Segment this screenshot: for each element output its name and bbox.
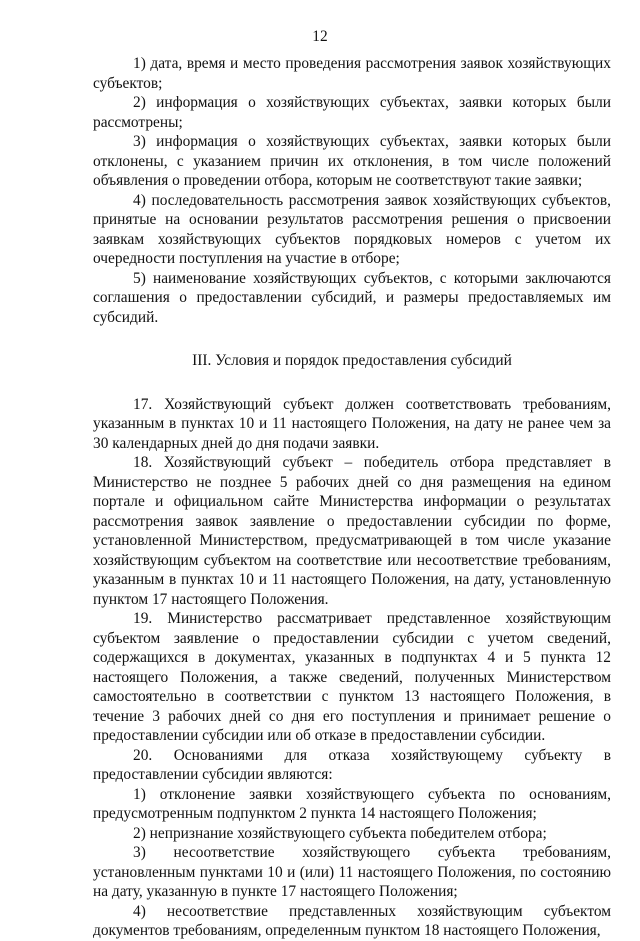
list-item-subsidy-recipients: 5) наименование хозяйствующих субъектов, с которыми заключаются соглашения о предоставлении субсидий, и размеры предоставляемых им субсидий. bbox=[93, 269, 611, 326]
list-item-rejected-subjects: 3) информация о хозяйствующих субъектах, заявки которых были отклонены, с указанием причин их отклонения, в том числе положений объявления о проведении отбора, которым не соответствуют такие заявки; bbox=[93, 133, 611, 189]
list-item-review-order: 4) последовательность рассмотрения заявок хозяйствующих субъектов, принятые на основании результатов рассмотрения решения о присвоении заявкам хозяйствующих субъектов порядковых номеров с учетом их очередности поступления на участие в отборе; bbox=[93, 191, 611, 267]
clause-20-item-1: 1) отклонение заявки хозяйствующего субъекта по основаниям, предусмотренным подпунктом 2 пункта 14 настоящего Положения; bbox=[93, 785, 611, 822]
clause-20-item-2: 2) непризнание хозяйствующего субъекта победителем отбора; bbox=[133, 824, 547, 842]
clause-19: 19. Министерство рассматривает представленное хозяйствующим субъектом заявление о предоставлении субсидии с учетом сведений, содержащихся в документах, указанных в подпунктах 4 и 5 пункта 12 настоящего Положения, а также сведений, полученных Министерством самостоятельно в соответствии с пунктом 13 настоящего Положения, в течение 3 рабочих дней со дня его поступления и принимает решение о предоставлении субсидии или об отказе в предоставлении субсидии. bbox=[93, 610, 611, 744]
clause-20-item-4: 4) несоответствие представленных хозяйствующим субъектом документов требованиям, определенным пунктом 18 настоящего Положения, bbox=[93, 902, 611, 939]
document-body bbox=[93, 54, 611, 941]
clause-17: 17. Хозяйствующий субъект должен соответствовать требованиям, указанным в пунктах 10 и 11 настоящего Положения, на дату не ранее чем за 30 календарных дней до дня подачи заявки. bbox=[93, 395, 611, 452]
section-heading: III. Условия и порядок предоставления субсидий bbox=[192, 352, 512, 369]
page-number: 12 bbox=[312, 28, 328, 45]
clause-20: 20. Основаниями для отказа хозяйствующему субъекту в предоставлении субсидии являются: bbox=[93, 746, 611, 783]
list-item-reviewed-subjects: 2) информация о хозяйствующих субъектах, заявки которых были рассмотрены; bbox=[93, 94, 611, 131]
clause-20-item-3: 3) несоответствие хозяйствующего субъекта требованиям, установленным пунктами 10 и (или) 11 настоящего Положения, по состоянию на дату, указанную в пункте 17 настоящего Положения; bbox=[93, 844, 611, 900]
list-item-meeting-date: 1) дата, время и место проведения рассмотрения заявок хозяйствующих субъектов; bbox=[93, 55, 611, 92]
clause-18: 18. Хозяйствующий субъект – победитель отбора представляет в Министерство не позднее 5 рабочих дней со дня размещения на едином портале и официальном сайте Министерства информации о результатах рассмотрения заявок заявление о предоставлении субсидии по форме, установленной Министерством, предусматривающей в том числе указание хозяйствующим субъектом на соответствие или несоответствие требованиям, указанным в пунктах 10 и 11 настоящего Положения, на дату, установленную пунктом 17 настоящего Положения. bbox=[93, 454, 611, 608]
